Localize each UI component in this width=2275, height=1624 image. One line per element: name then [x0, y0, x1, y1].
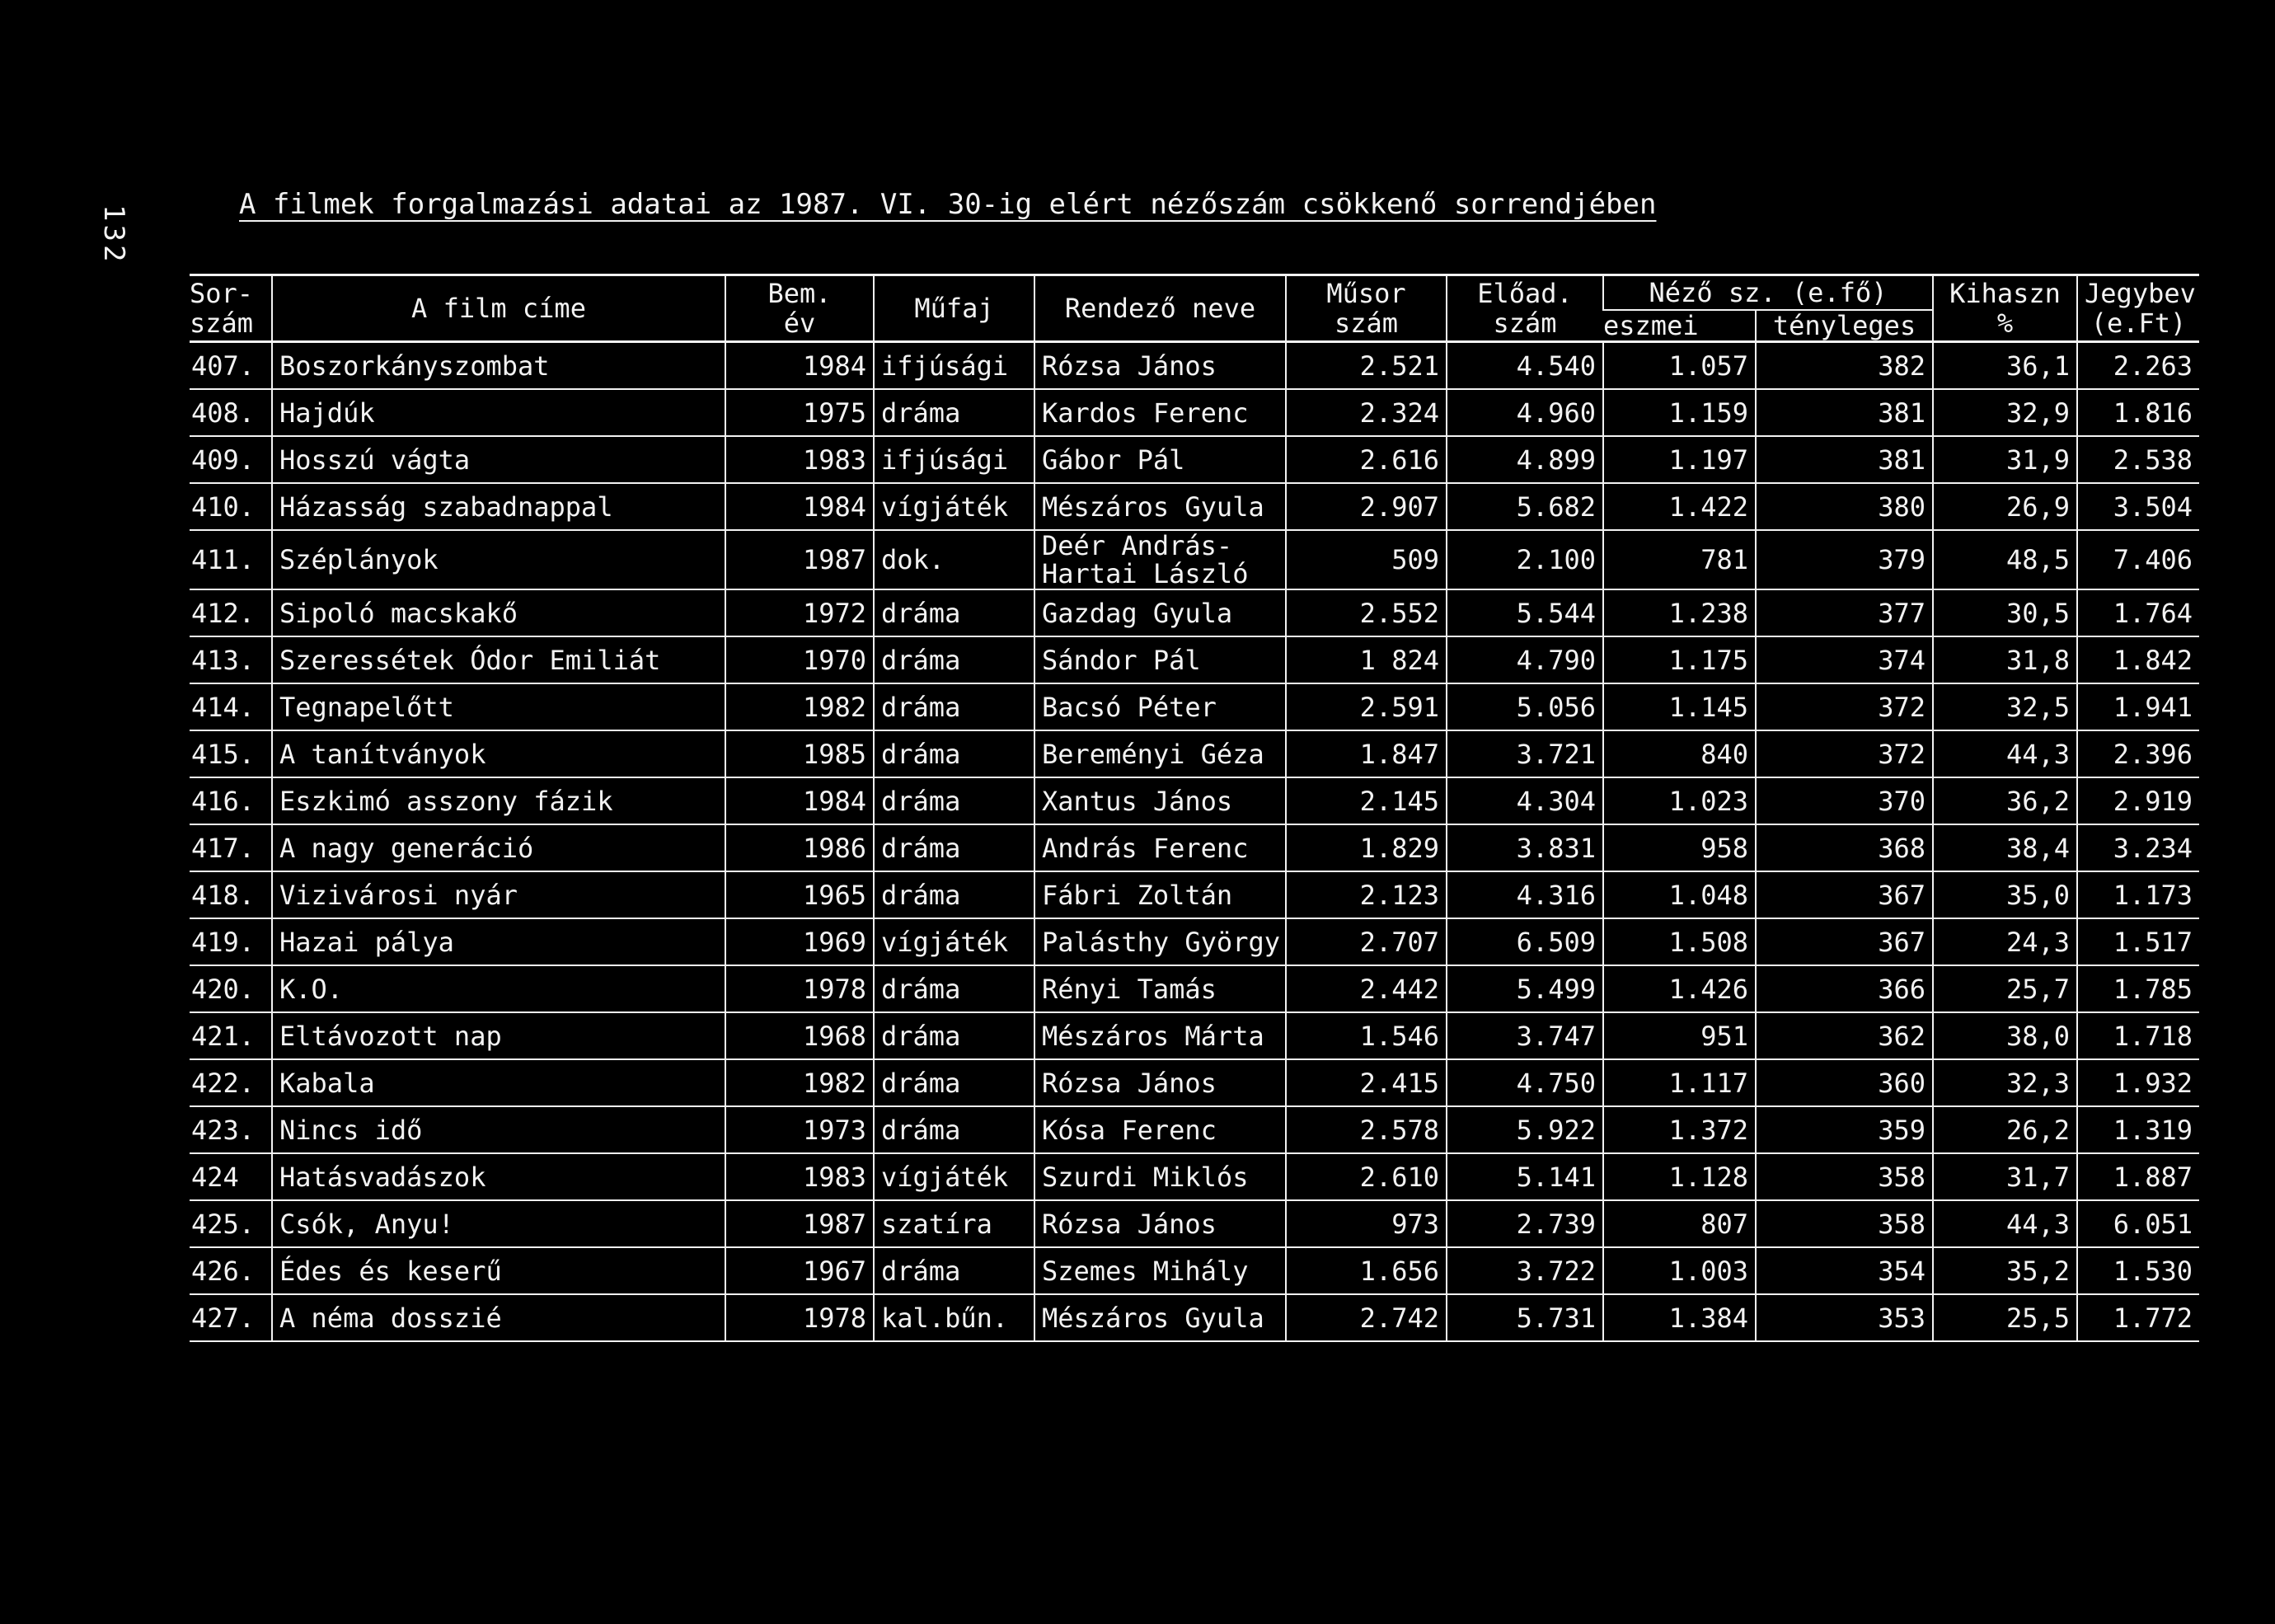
cell-genre: dráma [874, 589, 1034, 636]
cell-title: Boszorkányszombat [272, 342, 725, 390]
director-name: Kardos Ferenc [1042, 397, 1249, 429]
cell-eload: 5.056 [1447, 683, 1603, 730]
cell-eszmei: 1.197 [1603, 436, 1756, 483]
cell-musor: 973 [1286, 1200, 1447, 1247]
director-name: Kósa Ferenc [1042, 1114, 1217, 1146]
cell-director [1034, 777, 1286, 824]
cell-eload: 5.922 [1447, 1106, 1603, 1153]
cell-jegybev: 1.785 [2077, 965, 2199, 1012]
cell-kihaszn: 44,3 [1933, 1200, 2077, 1247]
cell-eload: 5.682 [1447, 483, 1603, 530]
cell-eload: 3.722 [1447, 1247, 1603, 1294]
table-row [190, 1247, 2199, 1294]
cell-sorszam: 410. [190, 483, 272, 530]
cell-kihaszn: 32,5 [1933, 683, 2077, 730]
cell-eszmei: 1.372 [1603, 1106, 1756, 1153]
cell-title: Hatásvadászok [272, 1153, 725, 1200]
cell-year: 1967 [725, 1247, 874, 1294]
cell-year: 1968 [725, 1012, 874, 1059]
cell-sorszam: 423. [190, 1106, 272, 1153]
cell-eload: 4.316 [1447, 871, 1603, 918]
cell-musor: 2.591 [1286, 683, 1447, 730]
cell-genre: dráma [874, 824, 1034, 871]
cell-kihaszn: 48,5 [1933, 530, 2077, 589]
cell-sorszam: 408. [190, 389, 272, 436]
cell-genre: dráma [874, 1106, 1034, 1153]
table-row [190, 636, 2199, 683]
cell-director [1034, 530, 1286, 589]
cell-tenyleges: 366 [1756, 965, 1933, 1012]
cell-sorszam: 427. [190, 1294, 272, 1341]
cell-eload: 3.747 [1447, 1012, 1603, 1059]
cell-director [1034, 918, 1286, 965]
cell-title: A nagy generáció [272, 824, 725, 871]
director-name: Gábor Pál [1042, 444, 1185, 476]
cell-eload: 2.739 [1447, 1200, 1603, 1247]
table-row [190, 589, 2199, 636]
cell-year: 1969 [725, 918, 874, 965]
cell-year: 1984 [725, 483, 874, 530]
cell-title: Házasság szabadnappal [272, 483, 725, 530]
cell-director [1034, 342, 1286, 390]
cell-musor: 2.415 [1286, 1059, 1447, 1106]
director-name: Gazdag Gyula [1042, 597, 1233, 629]
cell-kihaszn: 31,8 [1933, 636, 2077, 683]
cell-sorszam: 425. [190, 1200, 272, 1247]
cell-director [1034, 1012, 1286, 1059]
cell-sorszam: 419. [190, 918, 272, 965]
cell-kihaszn: 38,4 [1933, 824, 2077, 871]
director-name: Deér András- [1042, 530, 1233, 561]
director-name: Szurdi Miklós [1042, 1161, 1249, 1193]
cell-eload: 5.731 [1447, 1294, 1603, 1341]
table-row [190, 824, 2199, 871]
cell-year: 1982 [725, 683, 874, 730]
cell-sorszam: 418. [190, 871, 272, 918]
cell-year: 1983 [725, 436, 874, 483]
director-name: Bacsó Péter [1042, 691, 1217, 723]
table-row [190, 1294, 2199, 1341]
director-name: András Ferenc [1042, 832, 1249, 864]
cell-kihaszn: 35,2 [1933, 1247, 2077, 1294]
cell-title: Hosszú vágta [272, 436, 725, 483]
cell-eszmei: 1.175 [1603, 636, 1756, 683]
cell-kihaszn: 25,5 [1933, 1294, 2077, 1341]
cell-eszmei: 1.422 [1603, 483, 1756, 530]
table-row [190, 436, 2199, 483]
cell-eload: 4.750 [1447, 1059, 1603, 1106]
cell-eload: 4.540 [1447, 342, 1603, 390]
cell-tenyleges: 381 [1756, 389, 1933, 436]
cell-musor: 2.324 [1286, 389, 1447, 436]
cell-title: K.O. [272, 965, 725, 1012]
cell-genre: dráma [874, 730, 1034, 777]
cell-year: 1978 [725, 965, 874, 1012]
cell-genre: vígjáték [874, 1153, 1034, 1200]
cell-title: Eltávozott nap [272, 1012, 725, 1059]
director-name: Rózsa János [1042, 350, 1217, 382]
cell-tenyleges: 360 [1756, 1059, 1933, 1106]
cell-genre: dok. [874, 530, 1034, 589]
header-kihaszn: Kihaszn % [1933, 275, 2077, 342]
cell-jegybev: 1.887 [2077, 1153, 2199, 1200]
cell-sorszam: 426. [190, 1247, 272, 1294]
cell-sorszam: 422. [190, 1059, 272, 1106]
cell-sorszam: 411. [190, 530, 272, 589]
cell-tenyleges: 372 [1756, 730, 1933, 777]
page-title: A filmek forgalmazási adatai az 1987. VI. 30-ig elért nézőszám csökkenő sorrendjében [239, 188, 1657, 221]
cell-musor: 2.610 [1286, 1153, 1447, 1200]
header-mufaj: Műfaj [874, 275, 1034, 342]
table-row [190, 342, 2199, 390]
cell-year: 1972 [725, 589, 874, 636]
cell-musor: 2.145 [1286, 777, 1447, 824]
cell-kihaszn: 24,3 [1933, 918, 2077, 965]
cell-musor: 2.742 [1286, 1294, 1447, 1341]
cell-title: Szeressétek Ódor Emiliát [272, 636, 725, 683]
director-name: Szemes Mihály [1042, 1255, 1249, 1287]
cell-director [1034, 1294, 1286, 1341]
cell-sorszam: 420. [190, 965, 272, 1012]
cell-musor: 2.552 [1286, 589, 1447, 636]
director-name: Sándor Pál [1042, 644, 1201, 676]
cell-jegybev: 1.772 [2077, 1294, 2199, 1341]
cell-eszmei: 1.159 [1603, 389, 1756, 436]
cell-musor: 2.521 [1286, 342, 1447, 390]
director-name: Mészáros Gyula [1042, 490, 1264, 523]
cell-director [1034, 483, 1286, 530]
cell-sorszam: 407. [190, 342, 272, 390]
cell-eszmei: 1.003 [1603, 1247, 1756, 1294]
cell-kihaszn: 26,2 [1933, 1106, 2077, 1153]
director-name: Palásthy György [1042, 926, 1280, 958]
cell-musor: 1.546 [1286, 1012, 1447, 1059]
page-number: 132 [97, 204, 130, 265]
cell-tenyleges: 382 [1756, 342, 1933, 390]
cell-director [1034, 730, 1286, 777]
cell-director [1034, 824, 1286, 871]
cell-kihaszn: 35,0 [1933, 871, 2077, 918]
cell-eload: 3.831 [1447, 824, 1603, 871]
cell-eload: 6.509 [1447, 918, 1603, 965]
cell-director [1034, 965, 1286, 1012]
table-header [190, 275, 2199, 342]
table-row [190, 530, 2199, 589]
cell-eszmei: 1.508 [1603, 918, 1756, 965]
cell-director [1034, 1200, 1286, 1247]
cell-director [1034, 1059, 1286, 1106]
cell-eload: 2.100 [1447, 530, 1603, 589]
cell-title: Nincs idő [272, 1106, 725, 1153]
cell-eszmei: 840 [1603, 730, 1756, 777]
cell-year: 1985 [725, 730, 874, 777]
cell-title: A néma dosszié [272, 1294, 725, 1341]
cell-director [1034, 1153, 1286, 1200]
cell-year: 1983 [725, 1153, 874, 1200]
cell-tenyleges: 358 [1756, 1153, 1933, 1200]
cell-eszmei: 781 [1603, 530, 1756, 589]
director-name-second: Hartai László [1042, 558, 1249, 589]
cell-tenyleges: 354 [1756, 1247, 1933, 1294]
cell-musor: 1.656 [1286, 1247, 1447, 1294]
cell-sorszam: 415. [190, 730, 272, 777]
cell-genre: dráma [874, 871, 1034, 918]
cell-jegybev: 1.517 [2077, 918, 2199, 965]
director-name: Fábri Zoltán [1042, 879, 1233, 911]
cell-jegybev: 1.842 [2077, 636, 2199, 683]
cell-musor: 2.907 [1286, 483, 1447, 530]
cell-director [1034, 389, 1286, 436]
cell-director [1034, 589, 1286, 636]
cell-sorszam: 416. [190, 777, 272, 824]
cell-jegybev: 1.932 [2077, 1059, 2199, 1106]
table-row [190, 1059, 2199, 1106]
director-name: Xantus János [1042, 785, 1233, 817]
cell-eload: 5.141 [1447, 1153, 1603, 1200]
cell-genre: vígjáték [874, 918, 1034, 965]
cell-tenyleges: 353 [1756, 1294, 1933, 1341]
cell-tenyleges: 367 [1756, 871, 1933, 918]
cell-jegybev: 1.941 [2077, 683, 2199, 730]
cell-year: 1984 [725, 342, 874, 390]
table-body [190, 342, 2199, 1342]
cell-genre: dráma [874, 1012, 1034, 1059]
cell-tenyleges: 368 [1756, 824, 1933, 871]
cell-jegybev: 1.816 [2077, 389, 2199, 436]
header-musor: Műsor szám [1286, 275, 1447, 342]
cell-sorszam: 413. [190, 636, 272, 683]
cell-musor: 1 824 [1286, 636, 1447, 683]
cell-musor: 509 [1286, 530, 1447, 589]
cell-genre: dráma [874, 636, 1034, 683]
header-bem: Bem. év [725, 275, 874, 342]
cell-tenyleges: 367 [1756, 918, 1933, 965]
director-name: Mészáros Márta [1042, 1020, 1264, 1052]
cell-kihaszn: 25,7 [1933, 965, 2077, 1012]
cell-kihaszn: 32,3 [1933, 1059, 2077, 1106]
cell-tenyleges: 380 [1756, 483, 1933, 530]
cell-title: Édes és keserű [272, 1247, 725, 1294]
cell-kihaszn: 36,2 [1933, 777, 2077, 824]
films-table [190, 274, 2199, 1342]
cell-year: 1970 [725, 636, 874, 683]
table-row [190, 389, 2199, 436]
cell-genre: szatíra [874, 1200, 1034, 1247]
header-jegybev: Jegybev (e.Ft) [2077, 275, 2199, 342]
cell-kihaszn: 31,7 [1933, 1153, 2077, 1200]
cell-genre: kal.bűn. [874, 1294, 1034, 1341]
header-sorszam: Sor- szám [190, 275, 272, 342]
cell-eload: 3.721 [1447, 730, 1603, 777]
cell-genre: ifjúsági [874, 342, 1034, 390]
cell-musor: 2.442 [1286, 965, 1447, 1012]
header-eload: Előad. szám [1447, 275, 1603, 342]
cell-year: 1987 [725, 530, 874, 589]
table-row [190, 918, 2199, 965]
cell-kihaszn: 26,9 [1933, 483, 2077, 530]
cell-kihaszn: 36,1 [1933, 342, 2077, 390]
cell-eload: 4.790 [1447, 636, 1603, 683]
cell-genre: dráma [874, 1247, 1034, 1294]
cell-year: 1986 [725, 824, 874, 871]
table-row [190, 1153, 2199, 1200]
cell-title: Vizivárosi nyár [272, 871, 725, 918]
cell-eszmei: 1.117 [1603, 1059, 1756, 1106]
cell-jegybev: 2.263 [2077, 342, 2199, 390]
cell-title: Eszkimó asszony fázik [272, 777, 725, 824]
cell-kihaszn: 30,5 [1933, 589, 2077, 636]
cell-jegybev: 1.319 [2077, 1106, 2199, 1153]
cell-title: Széplányok [272, 530, 725, 589]
cell-jegybev: 3.504 [2077, 483, 2199, 530]
cell-year: 1975 [725, 389, 874, 436]
director-name: Mészáros Gyula [1042, 1302, 1264, 1334]
cell-eszmei: 1.048 [1603, 871, 1756, 918]
cell-year: 1982 [725, 1059, 874, 1106]
cell-director [1034, 1247, 1286, 1294]
cell-tenyleges: 374 [1756, 636, 1933, 683]
cell-director [1034, 1106, 1286, 1153]
cell-eload: 4.899 [1447, 436, 1603, 483]
cell-eszmei: 807 [1603, 1200, 1756, 1247]
cell-jegybev: 2.919 [2077, 777, 2199, 824]
cell-eszmei: 1.384 [1603, 1294, 1756, 1341]
table-row [190, 1012, 2199, 1059]
cell-title: Kabala [272, 1059, 725, 1106]
cell-tenyleges: 359 [1756, 1106, 1933, 1153]
cell-genre: dráma [874, 777, 1034, 824]
cell-title: A tanítványok [272, 730, 725, 777]
cell-eszmei: 1.023 [1603, 777, 1756, 824]
cell-musor: 2.707 [1286, 918, 1447, 965]
cell-tenyleges: 358 [1756, 1200, 1933, 1247]
cell-sorszam: 409. [190, 436, 272, 483]
cell-jegybev: 2.538 [2077, 436, 2199, 483]
cell-genre: vígjáték [874, 483, 1034, 530]
header-cim: A film címe [272, 275, 725, 342]
cell-tenyleges: 377 [1756, 589, 1933, 636]
cell-jegybev: 3.234 [2077, 824, 2199, 871]
cell-genre: dráma [874, 389, 1034, 436]
director-name: Bereményi Géza [1042, 738, 1264, 770]
cell-title: Hazai pálya [272, 918, 725, 965]
cell-jegybev: 1.173 [2077, 871, 2199, 918]
cell-eszmei: 1.426 [1603, 965, 1756, 1012]
cell-eszmei: 951 [1603, 1012, 1756, 1059]
cell-year: 1965 [725, 871, 874, 918]
cell-eszmei: 1.128 [1603, 1153, 1756, 1200]
cell-jegybev: 6.051 [2077, 1200, 2199, 1247]
cell-genre: ifjúsági [874, 436, 1034, 483]
cell-musor: 1.847 [1286, 730, 1447, 777]
cell-jegybev: 7.406 [2077, 530, 2199, 589]
table-row [190, 1200, 2199, 1247]
cell-eload: 5.544 [1447, 589, 1603, 636]
cell-eszmei: 1.057 [1603, 342, 1756, 390]
cell-eszmei: 958 [1603, 824, 1756, 871]
cell-eszmei: 1.238 [1603, 589, 1756, 636]
cell-sorszam: 417. [190, 824, 272, 871]
table-row [190, 1106, 2199, 1153]
cell-jegybev: 1.764 [2077, 589, 2199, 636]
cell-kihaszn: 32,9 [1933, 389, 2077, 436]
cell-tenyleges: 381 [1756, 436, 1933, 483]
director-name: Rózsa János [1042, 1067, 1217, 1099]
cell-title: Hajdúk [272, 389, 725, 436]
cell-musor: 1.829 [1286, 824, 1447, 871]
header-rendezo: Rendező neve [1034, 275, 1286, 342]
cell-musor: 2.616 [1286, 436, 1447, 483]
cell-kihaszn: 31,9 [1933, 436, 2077, 483]
director-name: Rényi Tamás [1042, 973, 1217, 1005]
cell-title: Tegnapelőtt [272, 683, 725, 730]
table-row [190, 965, 2199, 1012]
cell-eszmei: 1.145 [1603, 683, 1756, 730]
cell-tenyleges: 362 [1756, 1012, 1933, 1059]
cell-musor: 2.578 [1286, 1106, 1447, 1153]
table-row [190, 777, 2199, 824]
cell-director [1034, 871, 1286, 918]
cell-genre: dráma [874, 1059, 1034, 1106]
table-row [190, 871, 2199, 918]
table-row [190, 683, 2199, 730]
header-eszmei: eszmei [1603, 310, 1756, 342]
header-tenyleges: tényleges [1756, 310, 1933, 342]
cell-genre: dráma [874, 683, 1034, 730]
cell-sorszam: 421. [190, 1012, 272, 1059]
cell-sorszam: 424 [190, 1153, 272, 1200]
cell-year: 1987 [725, 1200, 874, 1247]
cell-eload: 4.304 [1447, 777, 1603, 824]
cell-title: Csók, Anyu! [272, 1200, 725, 1247]
cell-title: Sipoló macskakő [272, 589, 725, 636]
cell-jegybev: 2.396 [2077, 730, 2199, 777]
cell-musor: 2.123 [1286, 871, 1447, 918]
cell-jegybev: 1.530 [2077, 1247, 2199, 1294]
director-name: Rózsa János [1042, 1208, 1217, 1240]
cell-eload: 5.499 [1447, 965, 1603, 1012]
cell-jegybev: 1.718 [2077, 1012, 2199, 1059]
cell-tenyleges: 370 [1756, 777, 1933, 824]
cell-kihaszn: 38,0 [1933, 1012, 2077, 1059]
header-nezo: Néző sz. (e.fő) [1603, 275, 1933, 311]
cell-director [1034, 436, 1286, 483]
table-row [190, 730, 2199, 777]
cell-year: 1984 [725, 777, 874, 824]
cell-tenyleges: 372 [1756, 683, 1933, 730]
cell-genre: dráma [874, 965, 1034, 1012]
cell-eload: 4.960 [1447, 389, 1603, 436]
cell-sorszam: 412. [190, 589, 272, 636]
table-row [190, 483, 2199, 530]
cell-year: 1973 [725, 1106, 874, 1153]
cell-sorszam: 414. [190, 683, 272, 730]
cell-kihaszn: 44,3 [1933, 730, 2077, 777]
cell-year: 1978 [725, 1294, 874, 1341]
cell-director [1034, 636, 1286, 683]
cell-director [1034, 683, 1286, 730]
cell-tenyleges: 379 [1756, 530, 1933, 589]
